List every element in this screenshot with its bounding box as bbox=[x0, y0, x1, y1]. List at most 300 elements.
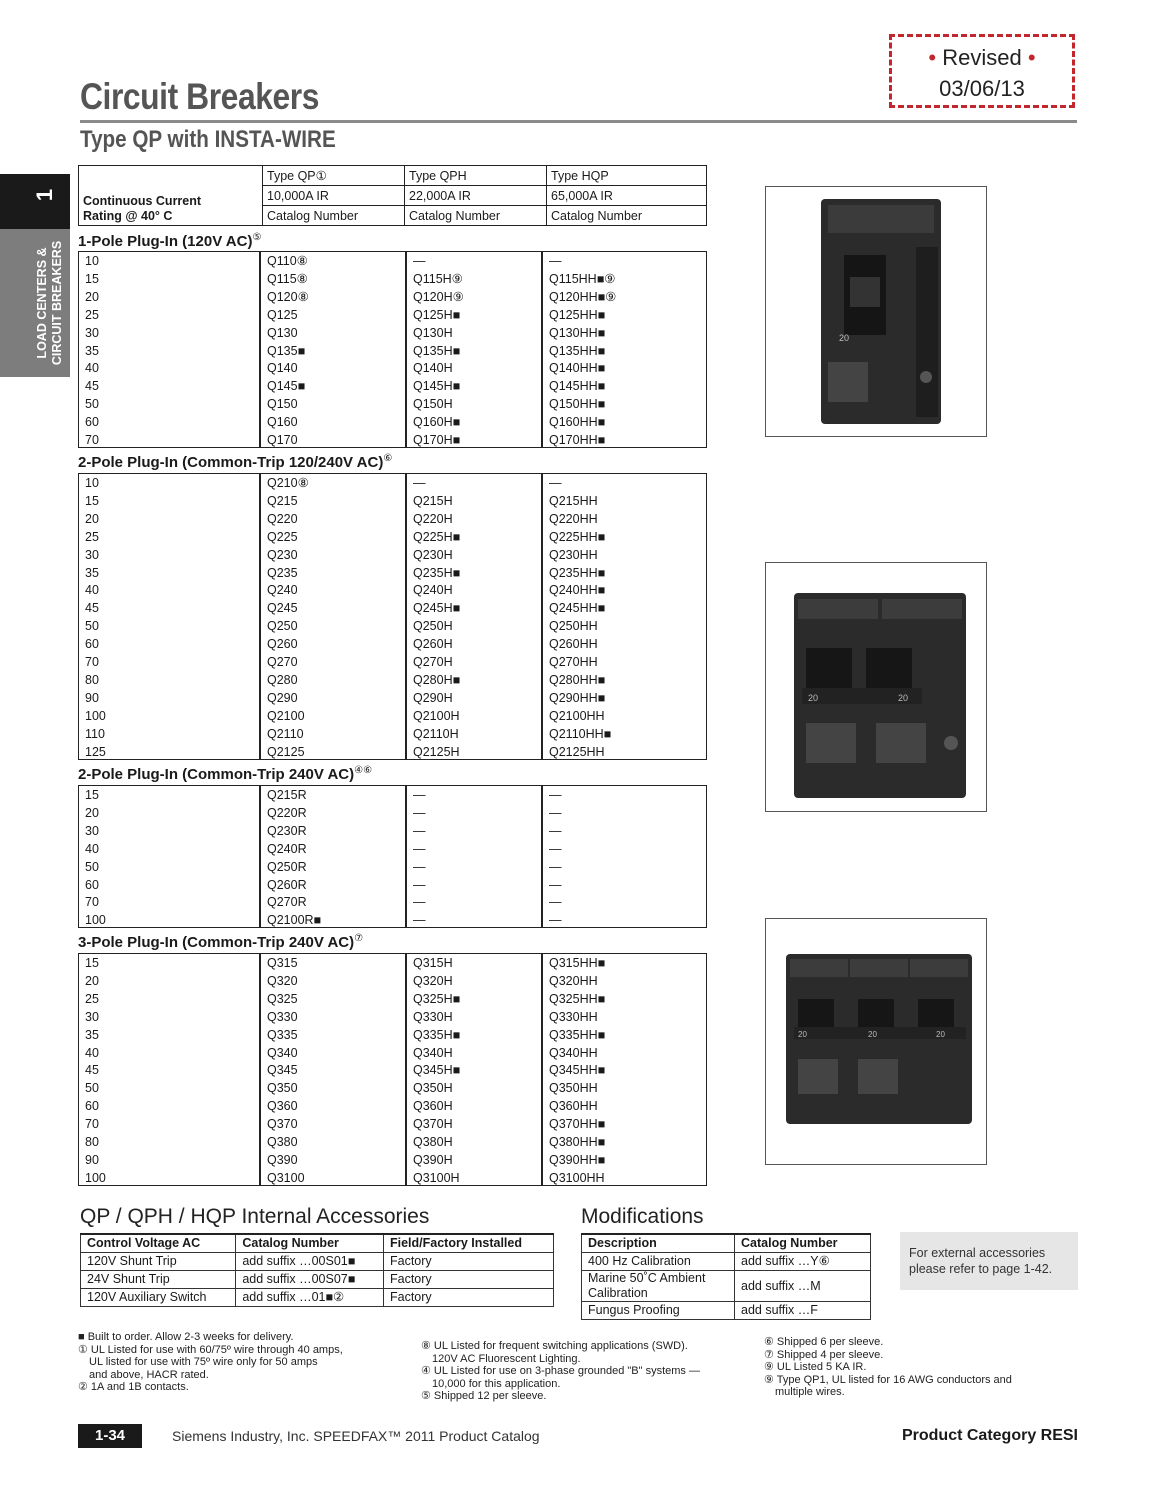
catalog-number: Q335HH■ bbox=[549, 1027, 606, 1042]
table-row bbox=[79, 840, 706, 858]
catalog-number: Q320 bbox=[267, 973, 298, 988]
amp-rating: 20 bbox=[85, 805, 99, 820]
catalog-number: Q170HH■ bbox=[549, 433, 606, 447]
table-row bbox=[79, 1026, 706, 1044]
table-row bbox=[79, 653, 706, 671]
catalog-number: — bbox=[413, 823, 426, 838]
table-row: 120V Shunt Trip add suffix …00S01■ Factory bbox=[81, 1253, 554, 1271]
revised-stamp bbox=[889, 34, 1075, 108]
table-row bbox=[79, 342, 706, 360]
catalog-number: Q120H⑨ bbox=[413, 289, 464, 304]
table-row bbox=[79, 581, 706, 599]
catalog-number: Q360H bbox=[413, 1099, 453, 1114]
catalog-number: Q350HH bbox=[549, 1081, 598, 1096]
table-row bbox=[79, 990, 706, 1008]
table-row bbox=[79, 954, 706, 972]
catalog-number: — bbox=[549, 841, 562, 856]
catalog-number: Q160H■ bbox=[413, 415, 461, 430]
catalog-number: Q235HH■ bbox=[549, 565, 606, 580]
catalog-number: Q135HH■ bbox=[549, 343, 606, 358]
catalog-number: Q320H bbox=[413, 973, 453, 988]
amp-rating: 70 bbox=[85, 655, 99, 669]
catalog-number: Q270R bbox=[267, 895, 307, 910]
catalog-number: Q350 bbox=[267, 1081, 298, 1096]
table-row bbox=[79, 617, 706, 635]
catalog-number: Q2100R■ bbox=[267, 913, 322, 928]
catalog-number: — bbox=[549, 254, 562, 268]
catalog-number: Q2110HH■ bbox=[549, 726, 612, 741]
amp-rating: 60 bbox=[85, 1099, 99, 1114]
catalog-number: Q380 bbox=[267, 1135, 298, 1149]
amp-rating: 10 bbox=[85, 476, 99, 490]
amp-rating: 90 bbox=[85, 1152, 99, 1167]
footnote-line: ⑥ Shipped 6 per sleeve. bbox=[764, 1336, 884, 1348]
amp-rating: 20 bbox=[85, 511, 99, 526]
amp-rating: 10 bbox=[85, 254, 99, 268]
svg-text:20: 20 bbox=[868, 1030, 877, 1039]
section-table-2pole-240 bbox=[78, 785, 707, 928]
catalog-number: Q290HH■ bbox=[549, 690, 606, 705]
table-row bbox=[79, 413, 706, 431]
catalog-number: Q115⑧ bbox=[267, 271, 308, 286]
table-row bbox=[79, 858, 706, 876]
catalog-number: Q390H bbox=[413, 1152, 453, 1167]
section-number-tab[interactable] bbox=[0, 174, 70, 229]
catalog-number: Q230R bbox=[267, 823, 307, 838]
amp-rating: 60 bbox=[85, 415, 99, 430]
page-number: 1-34 bbox=[78, 1424, 142, 1448]
catalog-number: — bbox=[413, 841, 426, 856]
catalog-number: Q250HH bbox=[549, 619, 598, 634]
table-row bbox=[79, 1044, 706, 1062]
table-row bbox=[79, 725, 706, 743]
table-row bbox=[79, 288, 706, 306]
table-row bbox=[79, 1115, 706, 1133]
catalog-number: Q335 bbox=[267, 1027, 298, 1042]
table-row bbox=[79, 786, 706, 804]
svg-text:20: 20 bbox=[808, 693, 819, 703]
catalog-number: Q280 bbox=[267, 672, 298, 687]
table-row bbox=[79, 1097, 706, 1115]
svg-text:20: 20 bbox=[936, 1030, 945, 1039]
col2-catalog-label: Catalog Number bbox=[405, 206, 547, 226]
catalog-number: Q270HH bbox=[549, 655, 598, 669]
amp-rating: 30 bbox=[85, 1009, 99, 1024]
catalog-number: Q290H bbox=[413, 690, 453, 705]
col3-catalog-label: Catalog Number bbox=[547, 206, 707, 226]
catalog-number: — bbox=[549, 859, 562, 874]
table-row bbox=[79, 1061, 706, 1079]
catalog-number: Q3100H bbox=[413, 1170, 460, 1185]
catalog-number: — bbox=[549, 476, 562, 490]
catalog-number: Q360HH bbox=[549, 1099, 598, 1114]
catalog-number: Q370 bbox=[267, 1117, 298, 1132]
photo-3pole-breaker bbox=[765, 918, 987, 1165]
catalog-number: Q240R bbox=[267, 841, 307, 856]
table-row bbox=[79, 689, 706, 707]
catalog-number: — bbox=[549, 877, 562, 892]
table-row bbox=[79, 564, 706, 582]
table-row bbox=[79, 510, 706, 528]
amp-rating: 70 bbox=[85, 1117, 99, 1132]
catalog-number: Q120⑧ bbox=[267, 289, 309, 304]
catalog-number: Q345 bbox=[267, 1063, 298, 1078]
catalog-number: Q2110 bbox=[267, 726, 304, 741]
catalog-number: Q335H■ bbox=[413, 1027, 461, 1042]
amp-rating: 15 bbox=[85, 493, 99, 508]
amp-rating: 70 bbox=[85, 895, 99, 910]
catalog-number: Q215R bbox=[267, 788, 307, 802]
table-row bbox=[79, 893, 706, 911]
section-title-2pole: 2-Pole Plug-In (Common-Trip 120/240V AC)⑥ bbox=[78, 453, 393, 471]
catalog-column-header bbox=[78, 165, 707, 226]
catalog-number: Q110⑧ bbox=[267, 254, 308, 268]
catalog-number: Q350H bbox=[413, 1081, 453, 1096]
footnote-line: ⑤ Shipped 12 per sleeve. bbox=[421, 1390, 547, 1402]
amp-rating: 25 bbox=[85, 307, 99, 322]
table-row: 400 Hz Calibration add suffix …Y⑥ bbox=[582, 1253, 871, 1271]
catalog-number: Q260H bbox=[413, 637, 453, 652]
catalog-footer-line: Siemens Industry, Inc. SPEEDFAX™ 2011 Product Catalog bbox=[172, 1428, 540, 1444]
bullet-icon: • bbox=[1027, 45, 1036, 70]
catalog-number: Q345HH■ bbox=[549, 1063, 606, 1078]
amp-rating: 90 bbox=[85, 690, 99, 705]
footnote-line: 10,000 for this application. bbox=[432, 1377, 561, 1390]
modifications-table bbox=[581, 1233, 871, 1320]
catalog-number: Q2125HH bbox=[549, 744, 605, 759]
catalog-number: Q345H■ bbox=[413, 1063, 461, 1078]
footnote-line: ■ Built to order. Allow 2-3 weeks for delivery. bbox=[78, 1331, 294, 1343]
catalog-number: — bbox=[413, 895, 426, 910]
catalog-number: Q2125 bbox=[267, 744, 305, 759]
amp-rating: 15 bbox=[85, 271, 99, 286]
catalog-number: Q250R bbox=[267, 859, 307, 874]
catalog-number: Q330 bbox=[267, 1009, 298, 1024]
table-row bbox=[79, 474, 706, 492]
product-category: Product Category RESI bbox=[901, 1427, 1078, 1444]
modifications-title: Modifications bbox=[581, 1205, 704, 1228]
catalog-number: Q2110H bbox=[413, 726, 459, 741]
catalog-number: Q135H■ bbox=[413, 343, 461, 358]
catalog-number: Q225 bbox=[267, 529, 298, 544]
amp-rating: 40 bbox=[85, 361, 99, 376]
footnote-line: and above, HACR rated. bbox=[89, 1368, 209, 1381]
catalog-number: Q315HH■ bbox=[549, 956, 606, 970]
amp-rating: 50 bbox=[85, 397, 99, 412]
table-row bbox=[79, 743, 706, 761]
section-title-1pole: 1-Pole Plug-In (120V AC)⑤ bbox=[78, 232, 262, 250]
amp-rating: 80 bbox=[85, 672, 99, 687]
col2-type: Type QPH bbox=[405, 166, 547, 186]
catalog-number: Q325HH■ bbox=[549, 991, 606, 1006]
catalog-number: — bbox=[549, 895, 562, 910]
catalog-number: Q3100HH bbox=[549, 1170, 605, 1185]
catalog-number: Q315 bbox=[267, 956, 298, 970]
catalog-number: Q220H bbox=[413, 511, 453, 526]
catalog-number: Q220HH bbox=[549, 511, 598, 526]
footnote-line: multiple wires. bbox=[775, 1386, 845, 1398]
breaker-1pole-image bbox=[766, 187, 986, 436]
col2-ir: 22,000A IR bbox=[405, 186, 547, 206]
acc-header: Field/Factory Installed bbox=[384, 1234, 554, 1253]
catalog-number: Q270H bbox=[413, 655, 453, 669]
catalog-number: — bbox=[413, 476, 426, 490]
title-rule bbox=[80, 120, 1077, 123]
catalog-number: Q245HH■ bbox=[549, 601, 606, 616]
catalog-number: Q120HH■⑨ bbox=[549, 289, 617, 304]
catalog-number: Q2125H bbox=[413, 744, 460, 759]
rating-label: Continuous Current Rating @ 40° C bbox=[79, 166, 263, 226]
table-row bbox=[79, 324, 706, 342]
side-tab-line2: CIRCUIT BREAKERS bbox=[50, 240, 64, 366]
table-row bbox=[79, 492, 706, 510]
table-row bbox=[79, 1079, 706, 1097]
amp-rating: 45 bbox=[85, 601, 99, 616]
amp-rating: 50 bbox=[85, 859, 99, 874]
section-title-3pole: 3-Pole Plug-In (Common-Trip 240V AC)⑦ bbox=[78, 933, 364, 951]
accessories-title: QP / QPH / HQP Internal Accessories bbox=[80, 1205, 430, 1228]
mod-header: Description bbox=[582, 1234, 735, 1253]
table-row bbox=[79, 1169, 706, 1187]
section-table-2pole bbox=[78, 473, 707, 760]
table-row bbox=[79, 911, 706, 929]
table-row bbox=[79, 252, 706, 270]
catalog-number: Q280H■ bbox=[413, 672, 461, 687]
catalog-number: — bbox=[549, 823, 562, 838]
catalog-number: Q150H bbox=[413, 397, 453, 412]
col3-ir: 65,000A IR bbox=[547, 186, 707, 206]
catalog-number: — bbox=[549, 788, 562, 802]
table-row: 120V Auxiliary Switch add suffix …01■② Factory bbox=[81, 1289, 554, 1307]
catalog-number: Q145■ bbox=[267, 379, 306, 394]
catalog-number: Q125HH■ bbox=[549, 307, 606, 322]
amp-rating: 50 bbox=[85, 619, 99, 634]
catalog-number: Q250 bbox=[267, 619, 298, 634]
col1-ir: 10,000A IR bbox=[263, 186, 405, 206]
external-accessories-note: For external accessories please refer to page 1-42. bbox=[900, 1232, 1078, 1290]
catalog-number: Q130H bbox=[413, 325, 453, 340]
catalog-number: Q240HH■ bbox=[549, 583, 606, 598]
catalog-number: — bbox=[413, 788, 426, 802]
footnote-line: ⑧ UL Listed for frequent switching applications (SWD). bbox=[421, 1340, 688, 1352]
catalog-number: Q370H bbox=[413, 1117, 453, 1132]
catalog-number: Q235 bbox=[267, 565, 298, 580]
col1-type: Type QP① bbox=[263, 166, 405, 186]
amp-rating: 40 bbox=[85, 841, 99, 856]
catalog-number: Q2100 bbox=[267, 708, 305, 723]
accessories-table bbox=[80, 1233, 554, 1307]
catalog-number: Q125 bbox=[267, 307, 298, 322]
table-row bbox=[79, 822, 706, 840]
amp-rating: 15 bbox=[85, 956, 99, 970]
catalog-number: Q230HH bbox=[549, 547, 598, 562]
footnote-line: ⑨ UL Listed 5 KA IR. bbox=[764, 1361, 867, 1373]
amp-rating: 100 bbox=[85, 1170, 106, 1185]
amp-rating: 100 bbox=[85, 708, 106, 723]
amp-rating: 70 bbox=[85, 433, 99, 447]
page-title: Circuit Breakers bbox=[80, 76, 319, 117]
catalog-number: Q170H■ bbox=[413, 433, 461, 447]
bullet-icon: • bbox=[928, 45, 937, 70]
catalog-number: Q380HH■ bbox=[549, 1135, 606, 1149]
table-row bbox=[79, 270, 706, 288]
table-row bbox=[79, 1008, 706, 1026]
catalog-number: Q135■ bbox=[267, 343, 306, 358]
catalog-number: Q360 bbox=[267, 1099, 298, 1114]
catalog-number: Q140HH■ bbox=[549, 361, 606, 376]
catalog-number: Q390HH■ bbox=[549, 1152, 606, 1167]
catalog-number: Q320HH bbox=[549, 973, 598, 988]
catalog-number: Q225HH■ bbox=[549, 529, 606, 544]
amp-rating: 20 bbox=[85, 289, 99, 304]
catalog-number: — bbox=[413, 913, 426, 928]
footnote-line: ① UL Listed for use with 60/75º wire through 40 amps, bbox=[78, 1343, 343, 1356]
catalog-number: Q390 bbox=[267, 1152, 298, 1167]
table-row bbox=[79, 599, 706, 617]
amp-rating: 45 bbox=[85, 1063, 99, 1078]
catalog-number: Q220R bbox=[267, 805, 307, 820]
amp-rating: 25 bbox=[85, 991, 99, 1006]
catalog-number: Q225H■ bbox=[413, 529, 461, 544]
table-row: 24V Shunt Trip add suffix …00S07■ Factory bbox=[81, 1271, 554, 1289]
col3-type: Type HQP bbox=[547, 166, 707, 186]
table-row bbox=[79, 1133, 706, 1151]
section-table-1pole bbox=[78, 251, 707, 448]
footnote-line: ⑦ Shipped 4 per sleeve. bbox=[764, 1348, 884, 1361]
catalog-number: Q370HH■ bbox=[549, 1117, 606, 1132]
catalog-number: Q230H bbox=[413, 547, 453, 562]
mod-header: Catalog Number bbox=[735, 1234, 871, 1253]
catalog-number: Q235H■ bbox=[413, 565, 461, 580]
table-row: Marine 50˚C Ambient Calibration add suffix …M bbox=[582, 1271, 871, 1302]
catalog-number: Q260 bbox=[267, 637, 298, 652]
footnotes-col2 bbox=[421, 1340, 700, 1403]
catalog-number: Q240H bbox=[413, 583, 453, 598]
catalog-number: Q330HH bbox=[549, 1009, 598, 1024]
amp-rating: 40 bbox=[85, 583, 99, 598]
catalog-number: Q250H bbox=[413, 619, 453, 634]
catalog-number: Q215H bbox=[413, 493, 453, 508]
catalog-number: — bbox=[413, 859, 426, 874]
catalog-number: Q290 bbox=[267, 690, 298, 705]
catalog-number: Q245H■ bbox=[413, 601, 461, 616]
catalog-number: Q315H bbox=[413, 956, 453, 970]
catalog-number: Q145H■ bbox=[413, 379, 461, 394]
footnote-line: 120V AC Fluorescent Lighting. bbox=[432, 1352, 581, 1365]
table-row bbox=[79, 431, 706, 449]
catalog-number: Q130 bbox=[267, 325, 298, 340]
amp-rating: 60 bbox=[85, 877, 99, 892]
catalog-number: Q325 bbox=[267, 991, 298, 1006]
amp-rating: 40 bbox=[85, 1045, 99, 1060]
catalog-number: Q160HH■ bbox=[549, 415, 606, 430]
amp-rating: 45 bbox=[85, 379, 99, 394]
catalog-number: Q260HH bbox=[549, 637, 598, 652]
svg-text:20: 20 bbox=[839, 333, 850, 343]
table-row bbox=[79, 972, 706, 990]
catalog-number: Q330H bbox=[413, 1009, 453, 1024]
footnotes-col1 bbox=[78, 1331, 343, 1394]
catalog-number: Q140 bbox=[267, 361, 298, 376]
page-subtitle: Type QP with INSTA-WIRE bbox=[80, 126, 336, 153]
photo-1pole-breaker bbox=[765, 186, 987, 437]
catalog-number: Q115HH■⑨ bbox=[549, 271, 616, 286]
amp-rating: 125 bbox=[85, 744, 106, 759]
amp-rating: 60 bbox=[85, 637, 99, 652]
catalog-number: — bbox=[413, 805, 426, 820]
catalog-number: Q215 bbox=[267, 493, 298, 508]
amp-rating: 30 bbox=[85, 823, 99, 838]
amp-rating: 35 bbox=[85, 1027, 99, 1042]
catalog-number: Q140H bbox=[413, 361, 453, 376]
amp-rating: 110 bbox=[85, 726, 105, 741]
table-row bbox=[79, 707, 706, 725]
catalog-number: Q2100HH bbox=[549, 708, 605, 723]
amp-rating: 100 bbox=[85, 913, 106, 928]
photo-2pole-breaker bbox=[765, 562, 987, 812]
amp-rating: 15 bbox=[85, 788, 99, 802]
table-row bbox=[79, 546, 706, 564]
catalog-number: Q340HH bbox=[549, 1045, 598, 1060]
amp-rating: 20 bbox=[85, 973, 99, 988]
catalog-number: Q340H bbox=[413, 1045, 453, 1060]
catalog-number: Q150HH■ bbox=[549, 397, 606, 412]
amp-rating: 50 bbox=[85, 1081, 99, 1096]
catalog-number: Q115H⑨ bbox=[413, 271, 463, 286]
catalog-number: Q325H■ bbox=[413, 991, 461, 1006]
table-row bbox=[79, 377, 706, 395]
section-table-3pole bbox=[78, 953, 707, 1186]
amp-rating: 80 bbox=[85, 1135, 99, 1149]
catalog-number: Q270 bbox=[267, 655, 298, 669]
catalog-number: Q280HH■ bbox=[549, 672, 606, 687]
catalog-number: Q130HH■ bbox=[549, 325, 606, 340]
table-row bbox=[79, 359, 706, 377]
col1-catalog-label: Catalog Number bbox=[263, 206, 405, 226]
footnote-line: ⑨ Type QP1, UL listed for 16 AWG conductors and bbox=[764, 1373, 1012, 1386]
amp-rating: 30 bbox=[85, 547, 99, 562]
catalog-number: Q3100 bbox=[267, 1170, 305, 1185]
catalog-number: Q245 bbox=[267, 601, 298, 616]
table-row bbox=[79, 635, 706, 653]
catalog-number: Q145HH■ bbox=[549, 379, 606, 394]
revised-date: 03/06/13 bbox=[939, 76, 1025, 101]
amp-rating: 30 bbox=[85, 325, 99, 340]
acc-header: Catalog Number bbox=[236, 1234, 384, 1253]
table-row bbox=[79, 804, 706, 822]
footnote-line: UL listed for use with 75º wire only for 50 amps bbox=[89, 1356, 318, 1368]
svg-text:20: 20 bbox=[898, 693, 909, 703]
catalog-number: Q160 bbox=[267, 415, 298, 430]
breaker-2pole-image bbox=[766, 563, 986, 811]
svg-text:20: 20 bbox=[798, 1030, 807, 1039]
side-tab-line1: LOAD CENTERS & bbox=[35, 247, 49, 359]
table-row: Fungus Proofing add suffix …F bbox=[582, 1302, 871, 1320]
amp-rating: 25 bbox=[85, 529, 99, 544]
breaker-3pole-image bbox=[766, 919, 986, 1164]
footnote-line: ② 1A and 1B contacts. bbox=[78, 1381, 189, 1393]
catalog-number: Q2100H bbox=[413, 708, 460, 723]
section-number: 1 bbox=[32, 188, 57, 202]
catalog-number: — bbox=[549, 805, 562, 820]
acc-header: Control Voltage AC bbox=[81, 1234, 236, 1253]
table-row bbox=[79, 876, 706, 894]
footnotes-col3 bbox=[764, 1336, 1012, 1399]
catalog-number: — bbox=[413, 877, 426, 892]
catalog-number: Q340 bbox=[267, 1045, 298, 1060]
section-side-tab[interactable] bbox=[0, 229, 70, 377]
footnote-line: ④ UL Listed for use on 3-phase grounded "B" systems — bbox=[421, 1365, 700, 1377]
